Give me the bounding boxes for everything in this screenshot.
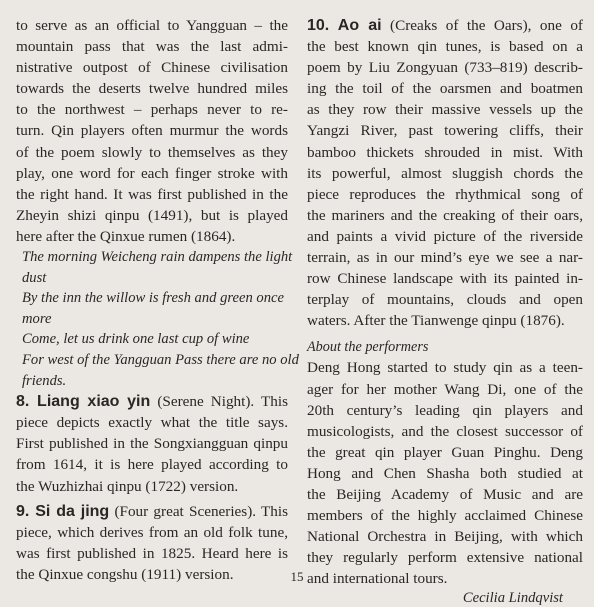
text-line: play, one word for each finger stroke with	[16, 164, 288, 182]
track-8-first-line	[16, 391, 288, 412]
track-10-entry	[307, 15, 583, 331]
text-line: mountain pass that was the last admi-	[16, 38, 288, 56]
text-line: ing the toil of the oarsmen and boatmen	[307, 80, 583, 98]
text-line: terplay of mountains, clouds and open	[307, 291, 583, 309]
text-line: poem by Liu Zongyuan (733–819) describ-	[307, 59, 583, 77]
text-line: turn. Qin players often murmur the words	[16, 122, 288, 140]
track-10-first-line	[307, 15, 583, 36]
poem-translation	[16, 247, 299, 391]
text-line: Yangzi River, past towering cliffs, their	[307, 122, 583, 140]
text-line: National Orchestra in Beijing, with which	[307, 528, 583, 546]
text-line: piece, which derives from an old folk tune,	[16, 523, 288, 541]
text-line: the Beijing Academy of Music and are	[307, 485, 583, 503]
text-line: nistrative outpost of Chinese civilisation	[16, 59, 288, 77]
text-line: the right hand. It was first published in the	[16, 185, 288, 203]
text-line: waters. After the Tianwenge qinpu (1876).	[307, 312, 565, 330]
text-line: more	[22, 310, 52, 327]
text-line: piece depicts exactly what the title says.	[16, 414, 288, 432]
text-line: here after the Qinxue rumen (1864).	[16, 227, 236, 245]
text-line: bamboo thickets shrouded in mist. With	[307, 143, 583, 161]
track-10-subtitle: (Creaks of the Oars), one of	[381, 17, 583, 34]
text-line: Deng Hong started to study qin as a teen-	[307, 359, 583, 377]
text-line: as they row their massive vessels up the	[307, 101, 583, 119]
track-8-heading: 8. Liang xiao yin	[16, 393, 151, 411]
text-line: Come, let us drink one last cup of wine	[22, 331, 250, 348]
text-line: dust	[22, 269, 47, 286]
track7-continuation	[16, 15, 288, 247]
text-line: was first published in 1825. Heard here is	[16, 544, 288, 562]
text-line: towards the deserts twelve hundred miles	[16, 80, 288, 98]
text-line: Zheyin shizi qinpu (1491), but is played	[16, 206, 288, 224]
author-signature: Cecilia Lindqvist	[462, 590, 563, 607]
text-line: piece reproduces the rhythmical song of	[307, 185, 583, 203]
text-line: terrain, as in our mind’s eye we see a nar-	[307, 249, 583, 267]
text-line: to serve as an official to Yangguan – the	[16, 17, 288, 34]
text-line: row Chinese landscape with its painted in-	[307, 270, 583, 288]
text-line: from 1614, it is here played according to	[16, 456, 288, 474]
text-line: and paints a vivid picture of the riverside	[307, 227, 583, 245]
text-line: the best known qin tunes, is based on a	[307, 38, 583, 56]
text-line: By the inn the willow is fresh and green once	[22, 290, 284, 307]
text-line: its powerful, almost sluggish chords the	[307, 164, 583, 182]
track-10-heading: 10. Ao ai	[307, 17, 382, 34]
track-8-subtitle: (Serene Night). This	[150, 393, 288, 411]
track-9-subtitle: (Four great Sceneries). This	[109, 502, 289, 520]
text-line: they regularly perform extensive national	[307, 549, 583, 567]
text-line: and international tours.	[307, 570, 448, 588]
performers-description	[307, 357, 583, 589]
text-line: the great qin player Guan Pinghu. Deng	[307, 443, 583, 461]
page-number: 15	[290, 569, 304, 584]
right-column	[307, 15, 583, 607]
text-line: friends.	[22, 372, 67, 389]
performers-heading: About the performers	[307, 339, 429, 356]
track-8-description	[16, 412, 288, 496]
track-9-heading: 9. Si da jing	[16, 502, 110, 520]
text-line: For west of the Yangguan Pass there are no old	[22, 352, 299, 368]
text-line: musicologists, and the closest successor of	[307, 422, 583, 440]
text-line: the mariners and the creaking of their oars,	[307, 206, 583, 224]
text-line: to the northwest – perhaps never to re-	[16, 101, 288, 119]
text-line: members of the highly acclaimed Chinese	[307, 507, 583, 525]
track-9-first-line	[16, 501, 288, 522]
text-line: The morning Weicheng rain dampens the light	[22, 249, 293, 266]
text-line: Hong and Chen Shasha both studied at	[307, 464, 583, 482]
text-line: 20th century’s leading qin players and	[307, 401, 583, 419]
track-8-entry	[16, 391, 288, 496]
track-10-description	[307, 36, 583, 331]
text-line: First published in the Songxiangguan qinpu	[16, 435, 288, 453]
text-line: of the poem slowly to themselves as they	[16, 143, 288, 161]
text-line: ager for her mother Wang Di, one of the	[307, 380, 583, 398]
text-line: the Wuzhizhai qinpu (1722) version.	[16, 477, 239, 495]
text-line: the Qinxue congshu (1911) version.	[16, 565, 234, 583]
